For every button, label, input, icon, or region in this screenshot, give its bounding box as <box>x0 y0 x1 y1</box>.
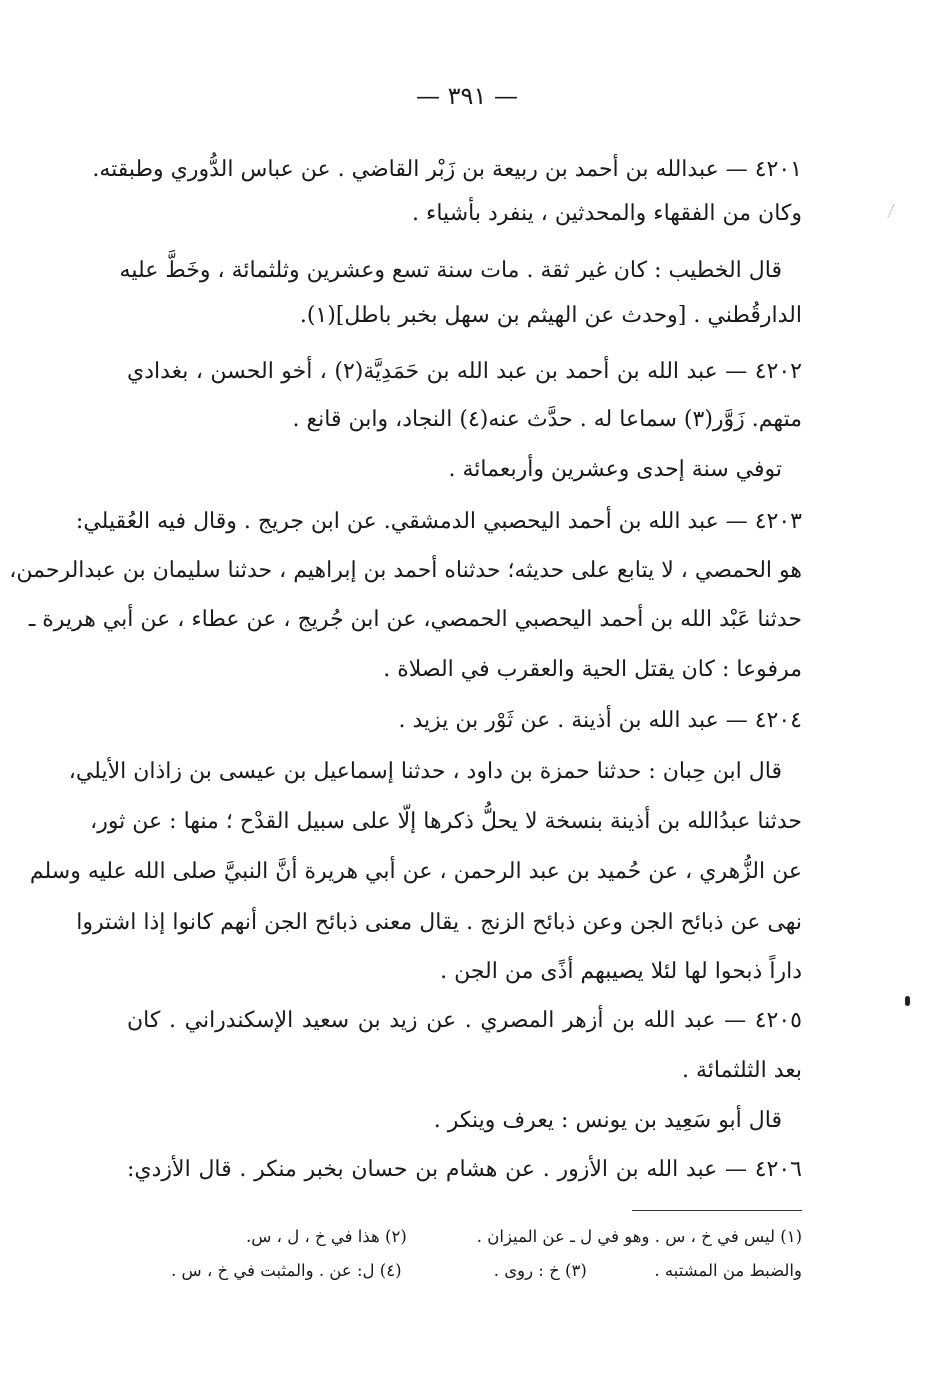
entry-4203-line-2: هو الحمصي ، لا يتابع على حديثه؛ حدثناه أحمد بن إبراهيم ، حدثنا سليمان بن عبدالرحمن، <box>9 558 802 583</box>
footnote-1: (١) ليس في خ ، س . وهو في ل ـ عن الميزان . <box>476 1227 802 1246</box>
entry-4202-line-2: متهم. زَوَّر(٣) سماعا له . حدَّث عنه(٤) النجاد، وابن قانع . <box>292 407 802 432</box>
entry-4204-line-4: عن الزُّهري ، عن حُميد بن عبد الرحمن ، عن أبي هريرة أنَّ النبيَّ صلى الله عليه وسلم <box>29 859 802 884</box>
entry-4203-line-1: ٤٢٠٣ — عبد الله بن أحمد اليحصبي الدمشقي. عن ابن جريج . وقال فيه العُقيلي: <box>75 509 802 534</box>
footnote-divider <box>632 1210 802 1211</box>
entry-4201-line-4: الدارقُطني . [وحدث عن الهيثم بن سهل بخبر باطل](١). <box>299 303 802 328</box>
margin-pencil-mark <box>888 204 904 221</box>
entry-4204-line-3: حدثنا عبدُالله بن أذينة بنسخة لا يحلُّ ذكرها إلّا على سبيل القدْح ؛ منها : عن ثور، <box>90 809 802 834</box>
footnote-row-1 <box>127 1222 802 1252</box>
margin-ink-mark <box>905 996 910 1006</box>
entry-4204-line-1: ٤٢٠٤ — عبد الله بن أذينة . عن ثَوْر بن يزيد . <box>398 708 802 733</box>
entry-4205-line-3: قال أبو سَعِيد بن يونس : يعرف وينكر . <box>433 1108 782 1133</box>
entry-4201-line-3: قال الخطيب : كان غير ثقة . مات سنة تسع وعشرين وثلثمائة ، وخَطَّ عليه <box>119 258 782 283</box>
entry-4206-line-1: ٤٢٠٦ — عبد الله بن الأزور . عن هشام بن حسان بخبر منكر . قال الأزدي: <box>127 1157 802 1182</box>
entry-4205-line-2: بعد الثلثمائة . <box>682 1058 802 1083</box>
footnote-row-2 <box>127 1256 802 1286</box>
footnote-3: (٣) خ : روى . <box>493 1261 587 1280</box>
entry-4201-line-1: ٤٢٠١ — عبدالله بن أحمد بن ربيعة بن زَبْر القاضي . عن عباس الدُّوري وطبقته. <box>92 157 802 182</box>
entry-4201-line-2: وكان من الفقهاء والمحدثين ، ينفرد بأشياء . <box>412 201 802 226</box>
entry-4205-line-1: ٤٢٠٥ — عبد الله بن أزهر المصري . عن زيد بن سعيد الإسكندراني . كان <box>127 1008 802 1033</box>
entry-4203-line-4: مرفوعا : كان يقتل الحية والعقرب في الصلاة . <box>383 657 802 682</box>
footnote-4: (٤) ل: عن . والمثبت في خ ، س . <box>171 1261 402 1280</box>
entry-4204-line-6: داراً ذبحوا لها لئلا يصيبهم أذًى من الجن . <box>440 959 802 984</box>
entry-4204-line-5: نهى عن ذبائح الجن وعن ذبائح الزنج . يقال معنى ذبائح الجن أنهم كانوا إذا اشتروا <box>76 910 802 935</box>
page-number: — ٣٩١ — <box>416 82 518 110</box>
entry-4203-line-3: حدثنا عَبْد الله بن أحمد اليحصبي الحمصي، عن ابن جُريج ، عن عطاء ، عن أبي هريرة ـ <box>28 607 802 632</box>
footnote-2-continued: والضبط من المشتبه . <box>654 1261 802 1280</box>
entry-4202-line-3: توفي سنة إحدى وعشرين وأربعمائة . <box>448 457 782 482</box>
entry-4202-line-1: ٤٢٠٢ — عبد الله بن أحمد بن عبد الله بن حَمَدِيَّة(٢) ، أخو الحسن ، بغدادي <box>127 359 802 384</box>
entry-4204-line-2: قال ابن حِبان : حدثنا حمزة بن داود ، حدثنا إسماعيل بن عيسى بن زاذان الأيلي، <box>68 759 782 784</box>
footnote-2: (٢) هذا في خ ، ل ، س. <box>246 1227 407 1246</box>
